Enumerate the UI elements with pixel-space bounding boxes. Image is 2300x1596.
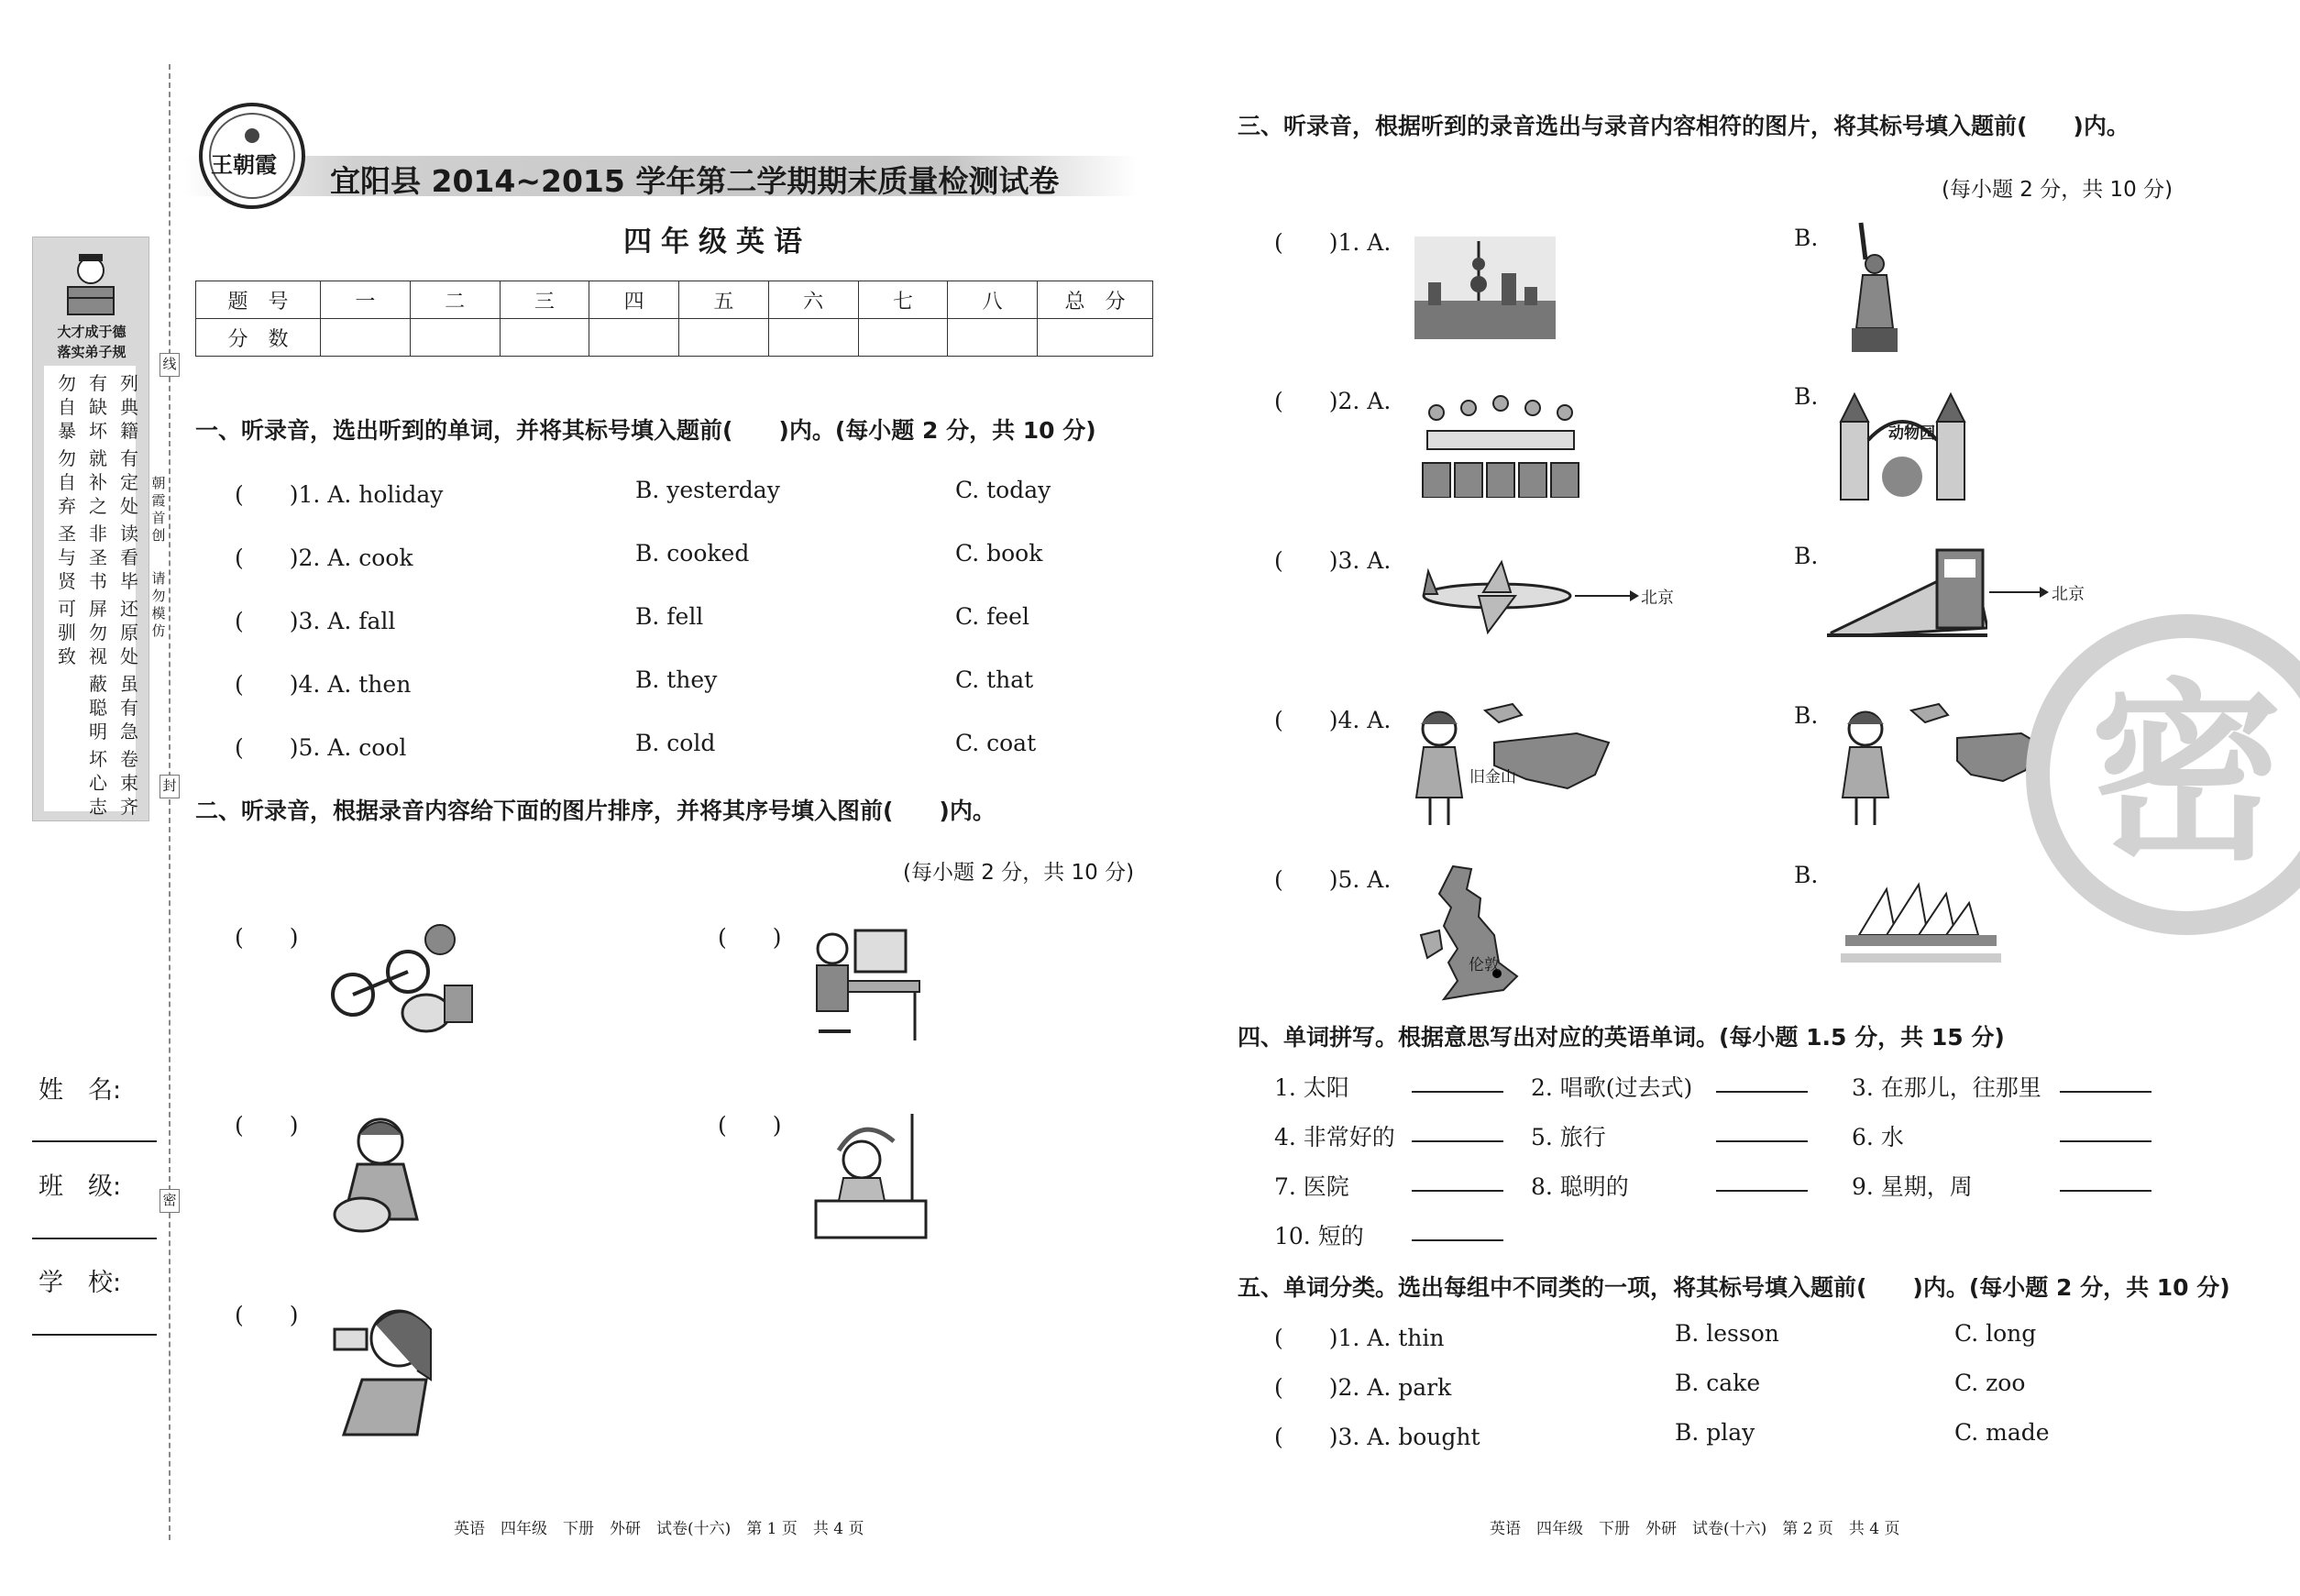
- s5-item-3-c: C. made: [1954, 1419, 2050, 1446]
- class-field[interactable]: [32, 1238, 157, 1239]
- s2-paren-2[interactable]: ( ): [718, 924, 782, 951]
- s5-item-2: ( )2. A. park: [1274, 1374, 1452, 1401]
- girl-usa-map-picture-icon-b: [1833, 697, 2040, 830]
- s4-blank-6[interactable]: [2060, 1140, 2151, 1142]
- maxim: 还原处: [120, 598, 138, 667]
- s5-item-3-b: B. play: [1675, 1419, 1755, 1446]
- s1-item-4-c: C. that: [955, 666, 1034, 693]
- s3-item-2-b: B.: [1794, 383, 1819, 410]
- name-label: 姓 名:: [39, 1076, 122, 1105]
- s4-blank-2[interactable]: [1716, 1091, 1808, 1093]
- score-cell[interactable]: [589, 319, 679, 357]
- train-arrow-icon: [1989, 583, 2049, 601]
- exam-subject: 四年级英语: [623, 226, 811, 259]
- train-picture-icon: [1827, 545, 1987, 637]
- maxim: 坏心志: [89, 748, 107, 818]
- score-cell[interactable]: [500, 319, 589, 357]
- school-label: 学 校:: [39, 1269, 122, 1297]
- section3-title: 三、听录音，根据听到的录音选出与录音内容相符的图片，将其标号填入题前( )内。: [1238, 113, 2129, 139]
- s3-item-2: ( )2. A.: [1274, 388, 1392, 414]
- name-field[interactable]: [32, 1140, 157, 1142]
- maxim: 就补之: [89, 447, 107, 517]
- s1-item-5-c: C. coat: [955, 730, 1037, 756]
- zoo-label: 动物园: [1888, 424, 1935, 443]
- school-field[interactable]: [32, 1334, 157, 1336]
- maxim: 列典籍: [120, 372, 138, 442]
- maxim: 有缺坏: [89, 372, 107, 442]
- section1-title: 一、听录音，选出听到的单词，并将其标号填入题前( )内。(每小题 2 分，共 10 分): [195, 417, 1096, 444]
- s4-item-6: 6. 水: [1852, 1124, 1904, 1150]
- beijing-label-a: 北京: [1641, 589, 1674, 608]
- s3-item-3: ( )3. A.: [1274, 547, 1392, 574]
- section2-score: (每小题 2 分，共 10 分): [903, 861, 1135, 885]
- cut-mark-mi: 密: [160, 1189, 180, 1213]
- score-table: [195, 281, 1153, 357]
- s5-item-1-b: B. lesson: [1675, 1320, 1779, 1347]
- statue-of-liberty-picture-icon: [1843, 218, 1907, 354]
- s4-blank-10[interactable]: [1412, 1239, 1503, 1241]
- s5-item-1-c: C. long: [1954, 1320, 2037, 1347]
- confidential-watermark-seal: [2026, 614, 2300, 944]
- s4-blank-8[interactable]: [1716, 1190, 1808, 1192]
- footer-left: 英语 四年级 下册 外研 试卷(十六) 第 1 页 共 4 页: [454, 1520, 864, 1538]
- s1-item-3-b: B. fell: [635, 603, 704, 630]
- score-cell[interactable]: [768, 319, 858, 357]
- score-header: 题 号: [196, 281, 321, 319]
- maxim: 勿自暴: [58, 372, 76, 442]
- watermark-char: 密: [2089, 662, 2283, 886]
- airplane-picture-icon: [1414, 557, 1575, 635]
- maxim: 虽有急: [120, 673, 138, 743]
- zoo-gate-picture-icon: [1827, 385, 1978, 504]
- section3-score: (每小题 2 分，共 10 分): [1942, 178, 2173, 202]
- s1-item-4: ( )4. A. then: [235, 671, 412, 698]
- concert-picture-icon: [1418, 390, 1583, 498]
- maxim: 卷束齐: [120, 748, 138, 818]
- maxim: 勿自弃: [58, 447, 76, 517]
- maxim: 读看毕: [120, 523, 138, 592]
- maxim: 非圣书: [89, 523, 107, 592]
- s5-item-3: ( )3. A. bought: [1274, 1424, 1480, 1450]
- maxim: 圣与贤: [58, 523, 76, 592]
- s4-item-9: 9. 星期，周: [1852, 1173, 1973, 1200]
- score-row-label: 分 数: [196, 319, 321, 357]
- maxim: 可驯致: [58, 598, 76, 667]
- score-cell[interactable]: [321, 319, 411, 357]
- girl-washing-picture-icon: [325, 1109, 435, 1247]
- s2-paren-1[interactable]: ( ): [235, 924, 299, 951]
- score-header: 总 分: [1038, 281, 1153, 319]
- s4-blank-9[interactable]: [2060, 1190, 2151, 1192]
- s4-item-2: 2. 唱歌(过去式): [1531, 1074, 1693, 1101]
- score-cell[interactable]: [1038, 319, 1153, 357]
- s1-item-3-c: C. feel: [955, 603, 1029, 630]
- maxim: 屏勿视: [89, 598, 107, 667]
- s4-item-4: 4. 非常好的: [1274, 1124, 1395, 1150]
- score-header: 四: [589, 281, 679, 319]
- s3-item-1: ( )1. A.: [1274, 229, 1392, 256]
- cut-mark-xian: 线: [160, 353, 180, 377]
- s4-item-8: 8. 聪明的: [1531, 1173, 1629, 1200]
- score-header: 七: [858, 281, 948, 319]
- binding-dashed-line: [169, 64, 171, 1540]
- london-label: 伦敦: [1469, 956, 1500, 974]
- seal-text-1: 朝霞首创: [151, 475, 166, 544]
- score-header: 六: [768, 281, 858, 319]
- s4-blank-4[interactable]: [1412, 1140, 1503, 1142]
- logo-text: 王朝霞: [211, 151, 277, 178]
- score-header: 八: [948, 281, 1038, 319]
- s2-paren-4[interactable]: ( ): [718, 1112, 782, 1139]
- s4-blank-5[interactable]: [1716, 1140, 1808, 1142]
- uk-map-picture-icon: [1416, 862, 1522, 1004]
- footer-right: 英语 四年级 下册 外研 试卷(十六) 第 2 页 共 4 页: [1490, 1520, 1900, 1538]
- s1-item-2: ( )2. A. cook: [235, 545, 413, 571]
- s1-item-1-b: B. yesterday: [635, 477, 780, 503]
- s1-item-2-b: B. cooked: [635, 540, 750, 567]
- boy-computer-picture-icon: [800, 921, 924, 1045]
- motto-line-1: 大才成于德: [57, 324, 127, 340]
- s4-item-7: 7. 医院: [1274, 1173, 1349, 1200]
- s3-item-4: ( )4. A.: [1274, 707, 1392, 733]
- shanghai-skyline-picture-icon: [1414, 237, 1556, 339]
- sydney-opera-house-picture-icon: [1841, 880, 2001, 963]
- s1-item-4-b: B. they: [635, 666, 718, 693]
- score-cell[interactable]: [679, 319, 769, 357]
- s3-item-3-b: B.: [1794, 543, 1819, 569]
- s1-item-1-c: C. today: [955, 477, 1051, 503]
- s3-item-5: ( )5. A.: [1274, 866, 1392, 893]
- s1-item-1: ( )1. A. holiday: [235, 481, 444, 508]
- s3-item-5-b: B.: [1794, 862, 1819, 888]
- section4-title: 四、单词拼写。根据意思写出对应的英语单词。(每小题 1.5 分，共 15 分): [1238, 1024, 2005, 1051]
- s2-paren-5[interactable]: ( ): [235, 1302, 299, 1328]
- s2-paren-3[interactable]: ( ): [235, 1112, 299, 1139]
- seal-text-2: 请勿模仿: [151, 570, 166, 639]
- maxim: 有定处: [120, 447, 138, 517]
- s1-item-5-b: B. cold: [635, 730, 716, 756]
- score-cell[interactable]: [410, 319, 500, 357]
- s1-item-5: ( )5. A. cool: [235, 734, 407, 761]
- maxim: 蔽聪明: [89, 673, 107, 743]
- s5-item-2-b: B. cake: [1675, 1370, 1761, 1396]
- class-label: 班 级:: [39, 1172, 122, 1201]
- s5-item-2-c: C. zoo: [1954, 1370, 2026, 1396]
- s3-item-1-b: B.: [1794, 225, 1819, 251]
- score-header: 一: [321, 281, 411, 319]
- girl-shower-picture-icon: [811, 1105, 930, 1242]
- score-header: 五: [679, 281, 769, 319]
- score-cell[interactable]: [948, 319, 1038, 357]
- s4-blank-3[interactable]: [2060, 1091, 2151, 1093]
- score-header: 三: [500, 281, 589, 319]
- motto-panel: [32, 237, 149, 821]
- scholar-figure-icon: [61, 247, 121, 320]
- s5-item-1: ( )1. A. thin: [1274, 1325, 1445, 1351]
- section5-title: 五、单词分类。选出每组中不同类的一项，将其标号填入题前( )内。(每小题 2 分，共 10 分): [1238, 1274, 2230, 1301]
- s1-item-3: ( )3. A. fall: [235, 608, 396, 634]
- score-cell[interactable]: [858, 319, 948, 357]
- s4-item-3: 3. 在那儿，往那里: [1852, 1074, 2041, 1101]
- sanfrancisco-label: 旧金山: [1469, 768, 1516, 787]
- plane-arrow-icon: [1575, 587, 1639, 605]
- s3-item-4-b: B.: [1794, 702, 1819, 729]
- bicycle-ball-picture-icon: [325, 917, 481, 1036]
- section2-title: 二、听录音，根据录音内容给下面的图片排序，并将其序号填入图前( )内。: [195, 798, 996, 824]
- s4-item-10: 10. 短的: [1274, 1223, 1364, 1249]
- s4-item-1: 1. 太阳: [1274, 1074, 1349, 1101]
- beijing-label-b: 北京: [2052, 585, 2085, 604]
- exam-title: 宜阳县 2014~2015 学年第二学期期末质量检测试卷: [330, 163, 1060, 199]
- s4-item-5: 5. 旅行: [1531, 1124, 1606, 1150]
- score-header: 二: [410, 281, 500, 319]
- s4-blank-7[interactable]: [1412, 1190, 1503, 1192]
- cut-mark-feng: 封: [160, 775, 180, 798]
- girl-drinking-picture-icon: [325, 1297, 435, 1439]
- motto-line-2: 落实弟子规: [57, 344, 127, 360]
- s4-blank-1[interactable]: [1412, 1091, 1503, 1093]
- s1-item-2-c: C. book: [955, 540, 1043, 567]
